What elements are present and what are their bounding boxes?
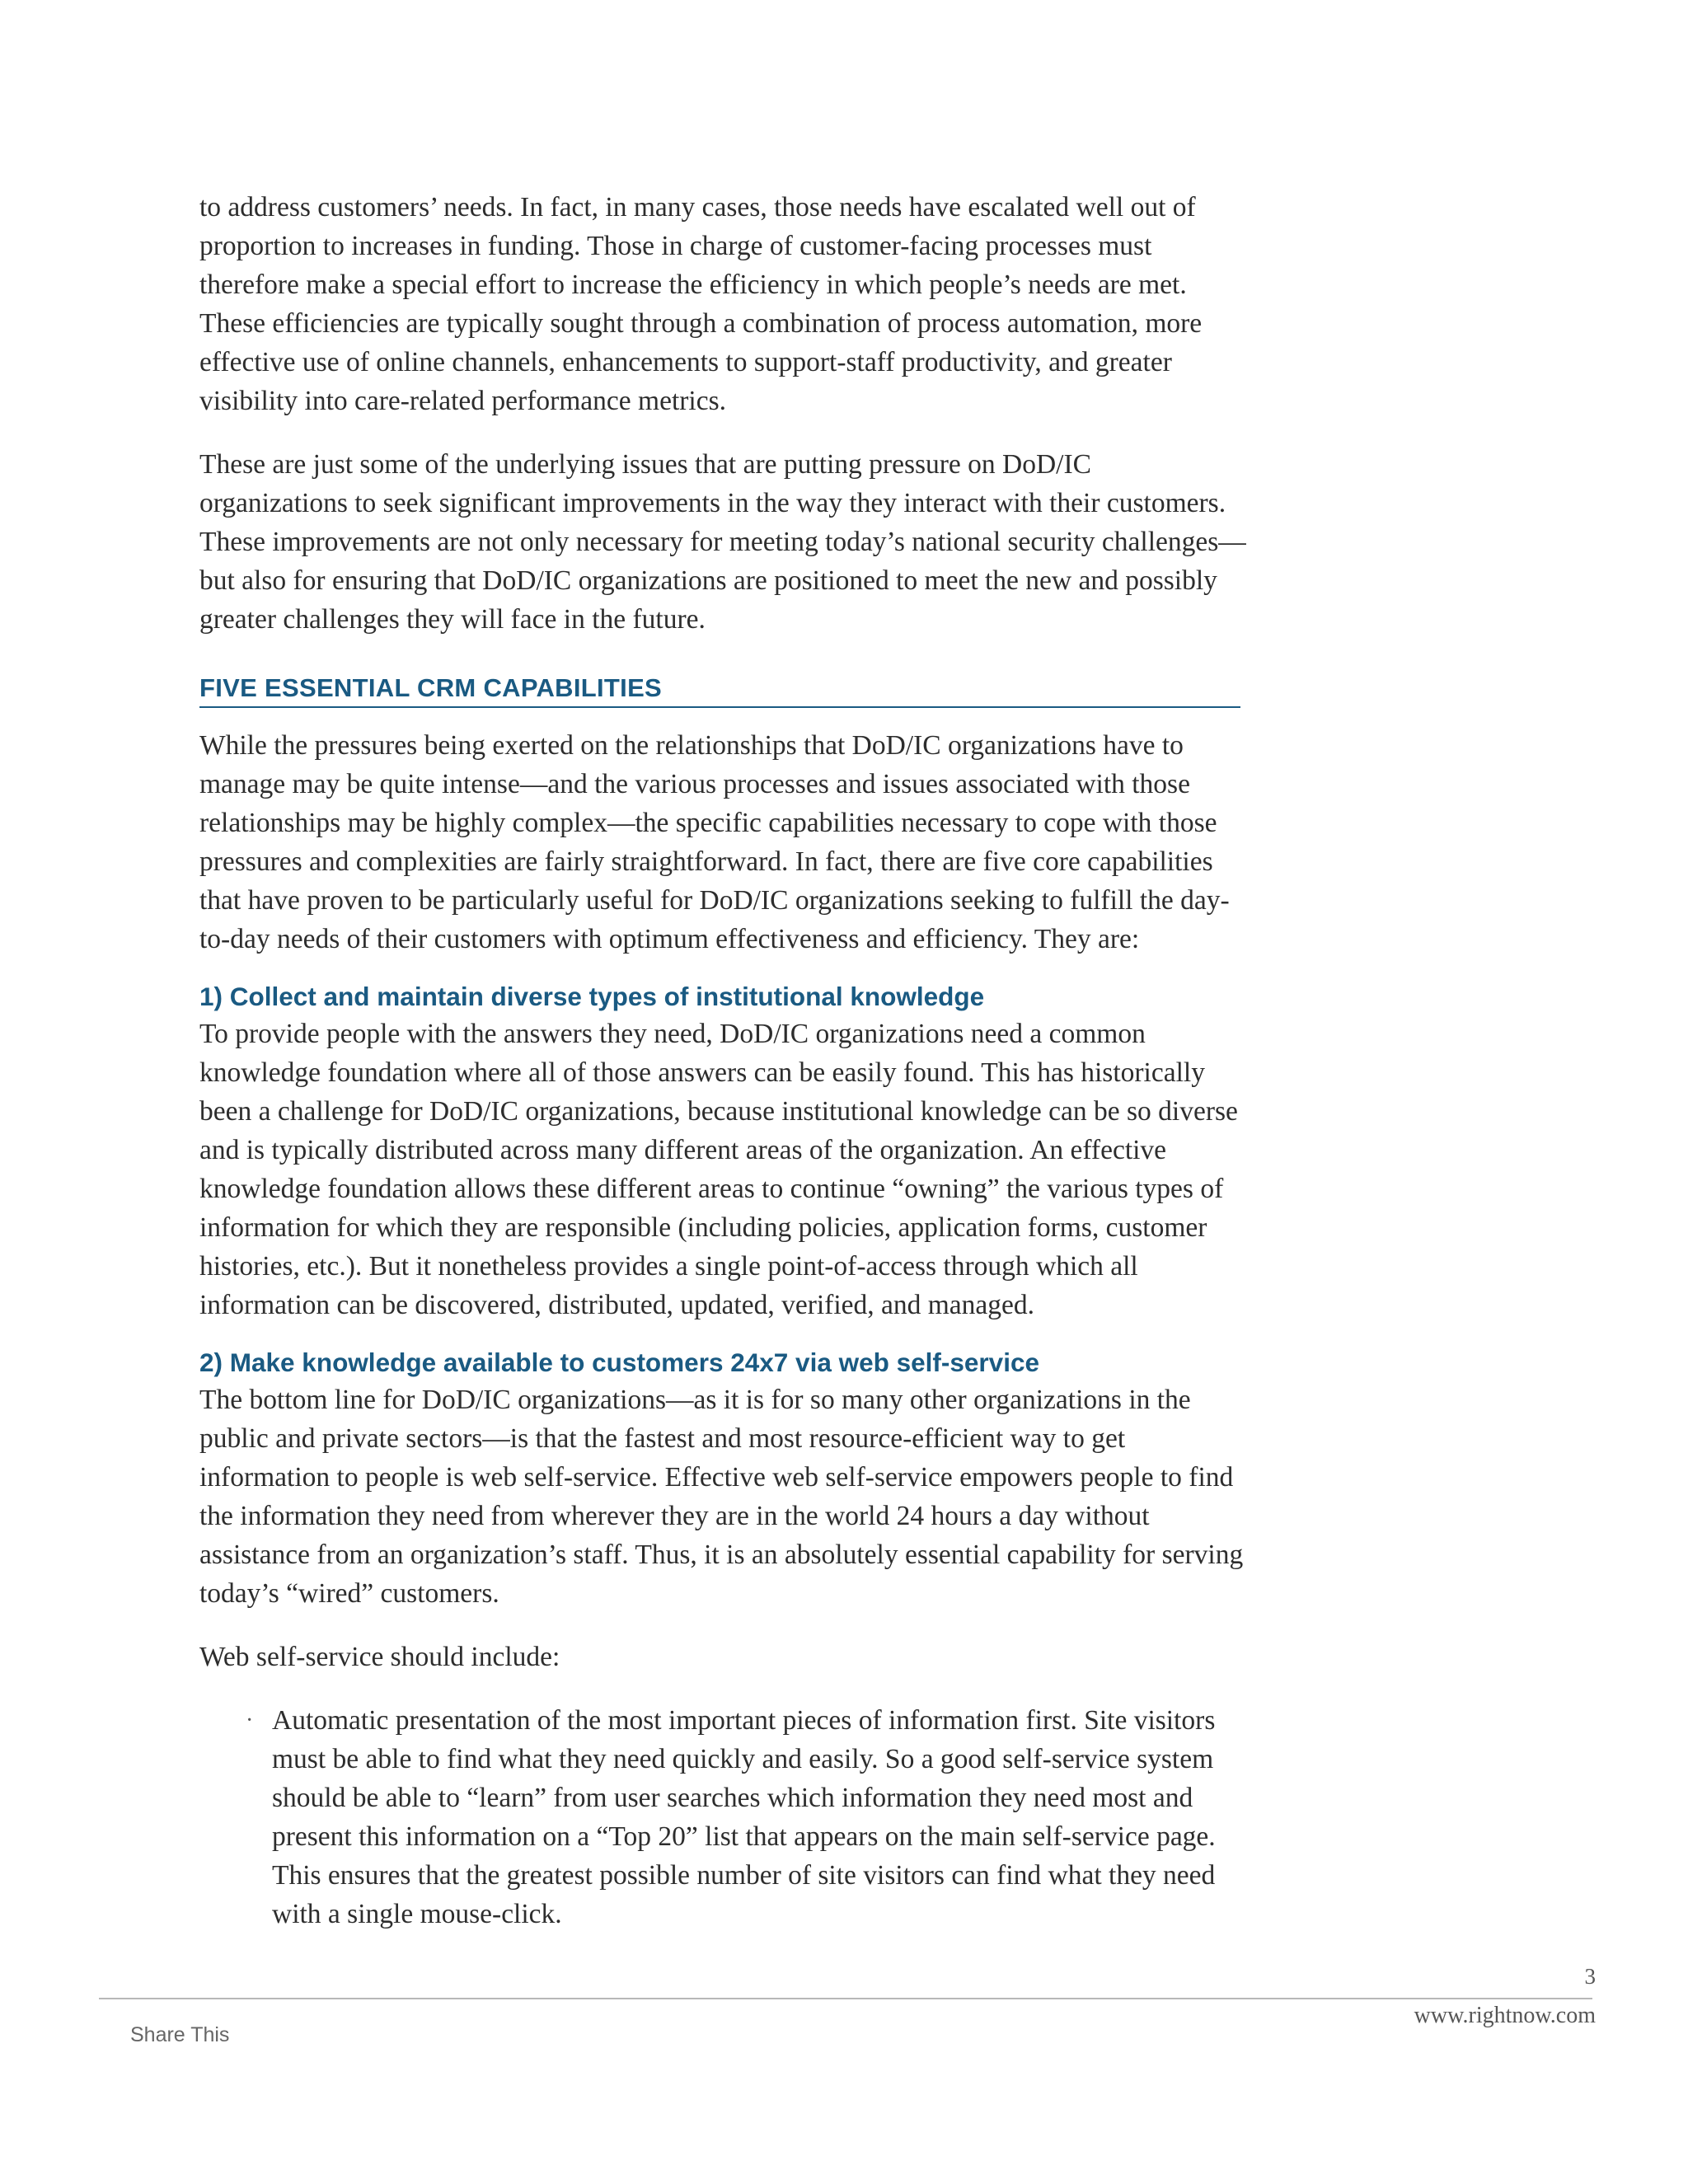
section-intro-paragraph: While the pressures being exerted on the relationships that DoD/IC organizations have to manage may be quite intense—and the various processes and issues associated with those relationships may be highly complex—the specific capabilities necessary to cope with those pressures and complexities are fairly straightforward. In fact, there are five core capabilities that have proven to be particularly useful for DoD/IC organizations seeking to fulfill the day-to-day needs of their customers with optimum effectiveness and efficiency. They are: [199,730,1230,954]
share-this-link[interactable]: Share This [130,2023,230,2046]
section-title: FIVE ESSENTIAL CRM CAPABILITIES [199,673,1240,708]
body-paragraph: to address customers’ needs. In fact, in many cases, those needs have escalated well out of proportion to increases in funding. Those in charge of customer-facing processes must therefore make a special effort to increase the efficiency in which people’s needs are met. These efficiencies are typically sought through a combination of process automation, more effective use of online channels, enhancements to support-staff productivity, and greater visibility into care-related performance metrics. [199,192,1203,416]
list-intro: Web self-service should include: [199,1642,560,1672]
capability-2-title: 2) Make knowledge available to customers 24x7 via web self-service [199,1347,1039,1377]
footer-url-link[interactable]: www.rightnow.com [1414,2003,1596,2028]
capability-1-text: To provide people with the answers they need, DoD/IC organizations need a common knowledge foundation where all of those answers can be easily found. This has historically been a challenge for DoD/IC organizations, because institutional knowledge can be so diverse and is typically distributed across many different areas of the organization. An effective knowledge foundation allows these different areas to continue “owning” the various types of information for which they are responsible (including policies, application forms, customer histories, etc.). But it nonetheless provides a single point-of-access through which all information can be discovered, distributed, updated, verified, and managed. [199,1019,1238,1320]
bullet-list [199,1701,1246,1933]
bullet-dot-icon: · [246,1708,254,1733]
capability-1-title: 1) Collect and maintain diverse types of institutional knowledge [199,982,985,1011]
page-number: 3 [1584,1964,1596,1989]
page-content [199,188,1246,1933]
body-paragraph: These are just some of the underlying issues that are putting pressure on DoD/IC organizations to seek significant improvements in the way they interact with their customers. These improvements are not only necessary for meeting today’s national security challenges—but also for ensuring that DoD/IC organizations are positioned to meet the new and possibly greater challenges they will face in the future. [199,449,1246,635]
capability-2-text: The bottom line for DoD/IC organizations—as it is for so many other organizations in the public and private sectors—is that the fastest and most resource-efficient way to get information to people is web self-service. Effective web self-service empowers people to find the information they need from wherever they are in the world 24 hours a day without assistance from an organization’s staff. Thus, it is an absolutely essential capability for serving today’s “wired” customers. [199,1385,1244,1609]
footer-divider [99,1998,1592,1999]
list-item-text: Automatic presentation of the most important pieces of information first. Site visitors must be able to find what they need quickly and easily. So a good self-service system should be able to “learn” from user searches which information they need most and present this information on a “Top 20” list that appears on the main self-service page. This ensures that the greatest possible number of site visitors can find what they need with a single mouse-click. [272,1705,1216,1929]
list-item [246,1701,1246,1933]
